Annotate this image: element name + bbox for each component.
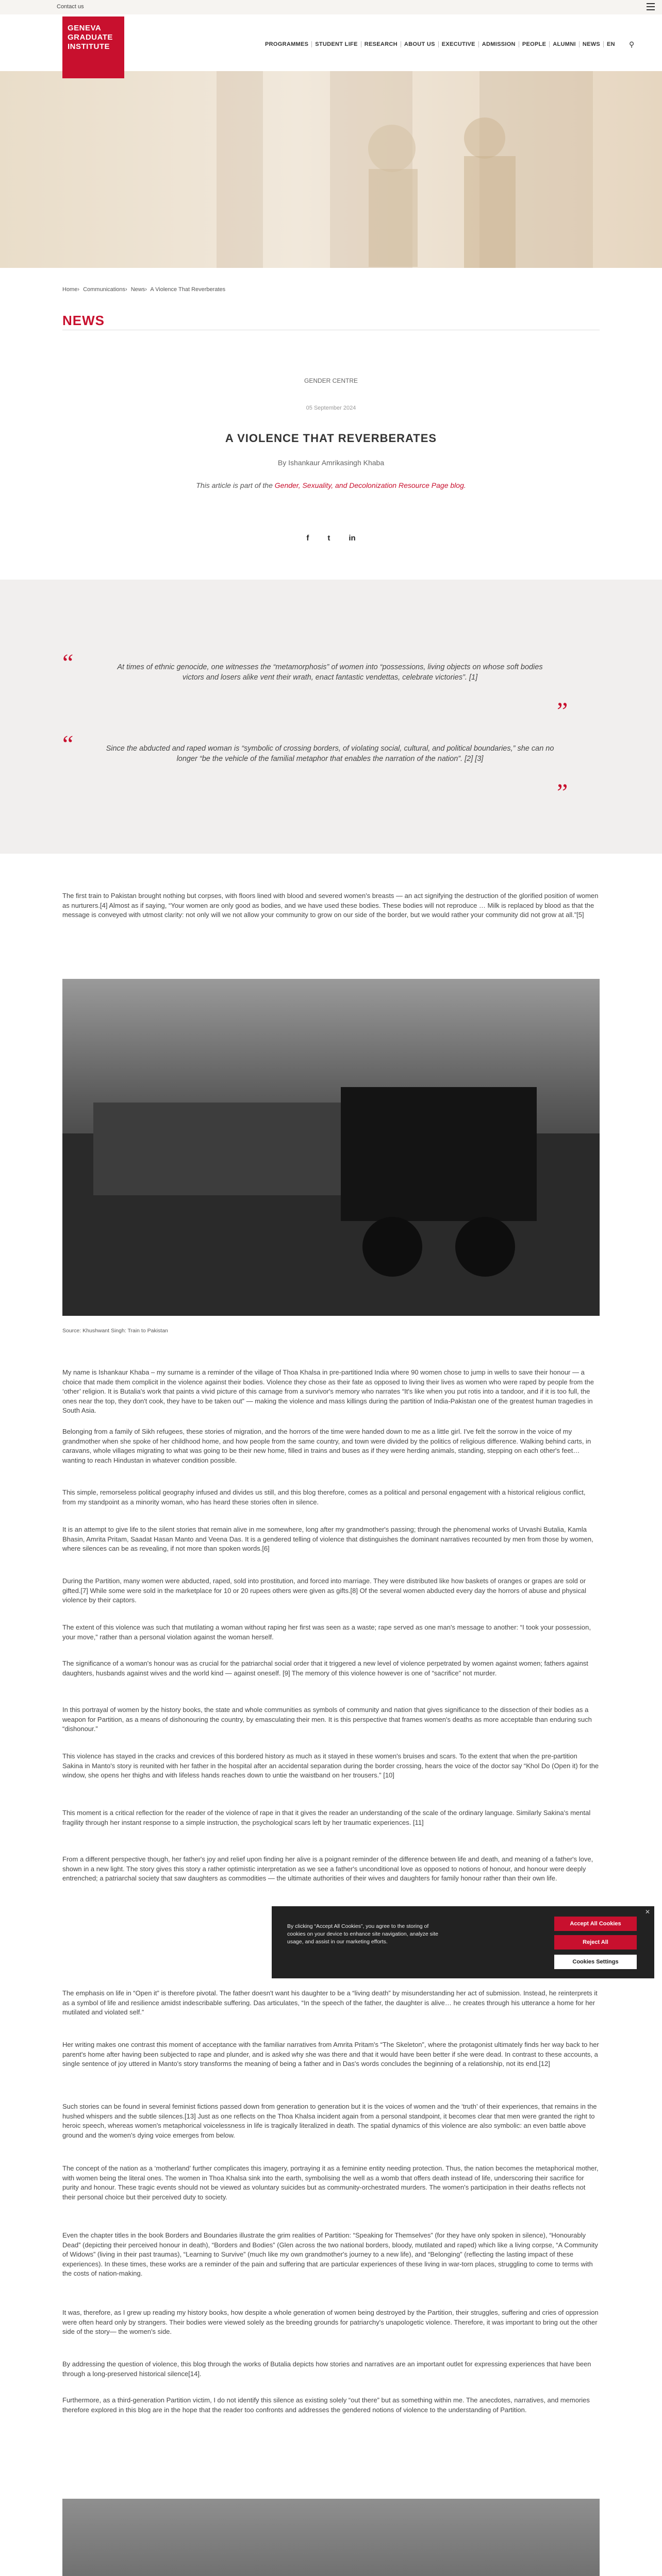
section-title: NEWS xyxy=(62,313,105,328)
series-link[interactable]: Gender, Sexuality, and Decolonization Resource Page blog. xyxy=(274,481,466,489)
nav-news[interactable]: NEWS xyxy=(582,41,601,47)
facebook-icon[interactable]: f xyxy=(306,534,309,543)
share-bar xyxy=(0,534,662,543)
article-date: 05 September 2024 xyxy=(306,405,356,411)
body-paragraph: This simple, remorseless political geography infused and divides us still, and this blog therefore, comes as a political and personal engagement with a historical religious conflict, from my standpoint as a minority woman, who has heard these stories often in silence. xyxy=(62,1488,586,1506)
body-paragraph: It is an attempt to give life to the silent stories that remain alive in me somewhere, long after my grandmother's passing; through the phenomenal works of Urvashi Butalia, Kamla Bhasin, Amrita Pritam, Saadat Hasan Manto and Veena Das. It is a gendered telling of violence that distinguishes the dominant narratives recounted by men from those by women, where silences can be as revealing, if not more than spoken words.[6] xyxy=(62,1526,593,1552)
search-icon[interactable]: ⚲ xyxy=(629,40,635,48)
breadcrumb: Home› Communications› News› A Violence That Reverberates xyxy=(62,286,226,293)
photo-caption-1: Source: Khushwant Singh: Train to Pakistan xyxy=(62,1328,168,1334)
quote-1: At times of ethnic genocide, one witnesses the “metamorphosis” of women into “possessions, living objects on whose soft bodies victors and losers alike vent their wrath, enact fantastic vendettas, celebrate victories”. [1] xyxy=(117,663,543,682)
body-paragraph: The emphasis on life in “Open it” is therefore pivotal. The father doesn't want his daughter to be a “living death” by misunderstanding her act of submission. Instead, he reinterprets it as a symbol of life and resilience amidst indescribable suffering. Das articulates, “In the speech of the father, the daughter is alive… he creates through his utterance a home for her mutilated and violated self.” xyxy=(62,1989,598,2016)
breadcrumb-home[interactable]: Home xyxy=(62,286,78,293)
body-paragraph: Furthermore, as a third-generation Partition victim, I do not identify this silence as existing solely “out there” but as something within me. The anecdotes, narratives, and memories therefore explored in this blog are in the hope that the reader too confronts and addresses the gendered notions of violence to the understanding of Partition. xyxy=(62,2396,590,2414)
body-paragraph: In this portrayal of women by the history books, the state and whole communities as symbols of community and nation that gives significance to the dissection of their bodies as a weapon for Partition, as a means of dishonouring the country, by emasculating their men. It is this perspective that frames women's deaths as more acceptable than enduring such “dishonour.” xyxy=(62,1706,592,1733)
nav-about-us[interactable]: ABOUT US xyxy=(404,41,435,47)
train-photo xyxy=(62,979,600,1316)
nav-executive[interactable]: EXECUTIVE xyxy=(441,41,475,47)
body-paragraph: The concept of the nation as a ‘motherland’ further complicates this imagery, portraying it as a feminine entity needing protection. Thus, the nation becomes the metaphorical mother, with women being the literal ones. The women in Thoa Khalsa sink into the earth, symbolising the well as a womb that offers death instead of life, underscoring their sacrifice for purity and honour. These tragic events should not be viewed as voluntary suicides but as community-orchestrated murders. The women's participation in their deaths reflects not their personal choice but their perceived duty to society. xyxy=(62,2164,599,2201)
article-series-note xyxy=(0,481,662,489)
institute-logo[interactable] xyxy=(62,16,124,78)
quote-2: Since the abducted and raped woman is “symbolic of crossing borders, of violating social, cultural, and political boundaries,” she can no longer “be the vehicle of the familial metaphor that enables the narration of the nation”. [2] [3] xyxy=(106,744,554,763)
article-category: GENDER CENTRE xyxy=(304,377,358,384)
body-paragraph: This violence has stayed in the cracks and crevices of this bordered history as much as it stayed in these women's bruises and scars. To the extent that when the pre-partition Sakina in Manto's story is reunited with her father in the hospital after an accidental separation during the border crossing, hears the voice of the doctor say “Khol Do (Open it) for the window, she opens her thighs and with lifeless hands reaches down to untie the waistband on her trousers.” [10] xyxy=(62,1752,599,1779)
nav-alumni[interactable]: ALUMNI xyxy=(553,41,576,47)
body-paragraph: From a different perspective though, her father's joy and relief upon finding her alive is a poignant reminder of the difference between life and death, and meaning of a father's love, shown in a new light. The story gives this story a rather optimistic interpretation as we see a father's unconditional love as opposed to notions of honour, and honour were deeply entrenched; a patriarchal society that saw daughters as commodities — the ultimate authorities of their wives and daughters for family honour rather than their own life. xyxy=(62,1855,593,1882)
nav-student-life[interactable]: STUDENT LIFE xyxy=(315,41,358,47)
cookie-text: By clicking “Accept All Cookies”, you agree to the storing of cookies on your device to enhance site navigation, analyze site usage, and assist in our marketing efforts. xyxy=(287,1923,439,1945)
body-paragraph: It was, therefore, as I grew up reading my history books, how despite a whole generation of women being destroyed by the Partition, their struggles, suffering and cries of oppression were often heard only by strangers. Their bodies were viewed solely as the breeding grounds for patriarchy's unapologetic violence. Therefore, it was important to bring out the other side of the story— the women's side. xyxy=(62,2309,599,2335)
linkedin-icon[interactable]: in xyxy=(349,534,356,543)
nav-admission[interactable]: ADMISSION xyxy=(482,41,516,47)
quote-block xyxy=(0,580,662,854)
nav-research[interactable]: RESEARCH xyxy=(364,41,398,47)
grandmother-photo xyxy=(62,2499,600,2576)
series-prefix: This article is part of the xyxy=(196,481,273,489)
nav-programmes[interactable]: PROGRAMMES xyxy=(265,41,309,47)
hero-illustration xyxy=(0,71,662,268)
body-paragraph: This moment is a critical reflection for the reader of the violence of rape in that it gives the reader an understanding of the scale of the ordinary language. Similarly Sakina's mental fragility through her instant response to a simple instruction, the psychological scars left by her traumatic experiences. [11] xyxy=(62,1809,591,1826)
body-paragraph: During the Partition, many women were abducted, raped, sold into prostitution, and forced into marriage. They were distributed like how baskets of oranges or grapes are sold or gifted.[7] While some were sold in the marketplace for 10 or 20 rupees others were given as gifts.[8] Of the several women abducted every day the horrors of abuse and physical violence by their captors. xyxy=(62,1577,586,1604)
accept-cookies-button[interactable]: Accept All Cookies xyxy=(554,1917,637,1931)
close-icon[interactable]: ✕ xyxy=(644,1908,650,1916)
menu-icon[interactable] xyxy=(647,3,655,10)
logo-line-1: GENEVA xyxy=(68,24,102,32)
portrait-illustration xyxy=(62,2499,600,2576)
article-byline: By Ishankaur Amrikasingh Khaba xyxy=(277,459,385,467)
utility-bar xyxy=(0,0,662,14)
cookie-banner xyxy=(272,1906,654,1978)
nav-language[interactable]: EN xyxy=(607,41,615,47)
body-paragraph: Her writing makes one contrast this moment of acceptance with the familiar narratives from Amrita Pritam's “The Skeleton”, where the protagonist ultimately finds her way back to her parent's home after having been subjected to rape and plunder, and is asked why she was there and that it would have been better if she were dead. In contrast to these accounts, a single sentence of joy uttered in Manto's story transforms the meaning of being a father and in Das's words concludes the beginning of a relationship, not its end.[12] xyxy=(62,2041,599,2067)
logo-line-2: GRADUATE xyxy=(68,33,113,42)
nav-people[interactable]: PEOPLE xyxy=(522,41,547,47)
body-paragraph: My name is Ishankaur Khaba – my surname is a reminder of the village of Thoa Khalsa in pre-partitioned India where 90 women chose to jump in wells to save their honour — a choice that made them complicit in the violence against their bodies. Violence they chose as their fate as opposed to living their lives as women who were raped by people from the ‘other’ religion. It is Butalia's work that paints a vivid picture of this carnage from a survivor's memory who narrates “It's like when you put rotis into a tandoor, and if it is too full, the ones near the top, they don't cook, they have to be taken out” — making the violence and mass killings during the partition of India-Pakistan one of the greatest human tragedies in South Asia. xyxy=(62,1368,594,1414)
body-paragraph: The significance of a woman's honour was as crucial for the patriarchal social order that it triggered a new level of violence perpetrated by women against women; fathers against daughters, husbands against wives and the world kind — against oneself. [9] The memory of this violence however is one of “sacrifice” not murder. xyxy=(62,1659,588,1677)
body-paragraph: Such stories can be found in several feminist fictions passed down from generation to generation but it is the voices of women and the ‘truth’ of their experiences, that remains in the hushed whispers and the subtle silences.[13] Just as one reflects on the Thoa Khalsa incident again from a personal standpoint, it becomes clear that men were granted the right to heroic speech, whereas women's metaphorical voicelessness in life is tragically literalized in death. The spatial dynamics of this violence are also symbolic: an even battle above ground and the women's dying voice emerges from below. xyxy=(62,2103,597,2139)
body-paragraph: By addressing the question of violence, this blog through the works of Butalia depicts how stories and narratives are an important outlet for expressing experiences that have been through a long-preserved historical silence[14]. xyxy=(62,2360,591,2378)
article-title: A VIOLENCE THAT REVERBERATES xyxy=(225,432,437,445)
twitter-icon[interactable]: t xyxy=(327,534,330,543)
intro-paragraph: The first train to Pakistan brought nothing but corpses, with floors lined with blood and severed women's breasts — an act signifying the destruction of the glorified position of women as nurturers.[4] Almost as if saying, “Your women are only good as bodies, and we have used these bodies. These bodies will not reproduce … Milk is replaced by blood as that the message is conveyed with utmost clarity: not only will we not allow your community to grow on our side of the border, but we would rather your community did not grow at all.”[5] xyxy=(62,892,599,919)
cookie-settings-button[interactable]: Cookies Settings xyxy=(554,1955,637,1969)
logo-line-3: INSTITUTE xyxy=(68,42,110,51)
hero-image xyxy=(0,71,662,268)
breadcrumb-current: A Violence That Reverberates xyxy=(150,286,226,293)
contact-link[interactable]: Contact us xyxy=(57,4,84,10)
close-quote-icon: ” xyxy=(557,698,568,725)
open-quote-icon: “ xyxy=(62,649,74,676)
body-paragraph: Even the chapter titles in the book Borders and Boundaries illustrate the grim realities of Partition: “Speaking for Themselves” (for they have only spoken in silence), “Honourably Dead” (depicting their perceived honour in death), “Borders and Bodies” (Glen across the two national borders, bloody, mutilated and raped) which like a living corpse, “A Community of Widows” (living in their past traumas), “Learning to Survive” (much like my own grandmother's journey to a new life), and “Belonging” (reflecting the lasting impact of these experiences). In these times, these works are a reminder of the pain and suffering that are particular experiences of these living in war-torn places, struggling to come to terms with the costs of nation-making. xyxy=(62,2231,598,2277)
train-illustration xyxy=(62,979,600,1316)
breadcrumb-news[interactable]: News xyxy=(130,286,145,293)
body-paragraph: The extent of this violence was such that mutilating a woman without raping her first was seen as a waste; rape served as one man's message to another: “I took your possession, your move,” rather than a personal violation against the woman herself. xyxy=(62,1623,591,1641)
close-quote-icon: ” xyxy=(557,779,568,806)
reject-cookies-button[interactable]: Reject All xyxy=(554,1935,637,1950)
open-quote-icon: “ xyxy=(62,731,74,758)
body-paragraph: Belonging from a family of Sikh refugees, these stories of migration, and the horrors of the time were handed down to me as a little girl. I've felt the sorrow in the voice of my grandmother when she spoke of her childhood home, and how people from the same country, and town were divided by the politics of religious difference. Walking behind carts, in caravans, whole villages migrating to what was going to be their new home, filled in trains and buses as if they were herding animals, standing, stepping on each other's feet… wanting to reach Hindustan in whatever condition possible. xyxy=(62,1428,591,1464)
breadcrumb-communications[interactable]: Communications xyxy=(83,286,125,293)
main-nav xyxy=(262,40,635,48)
